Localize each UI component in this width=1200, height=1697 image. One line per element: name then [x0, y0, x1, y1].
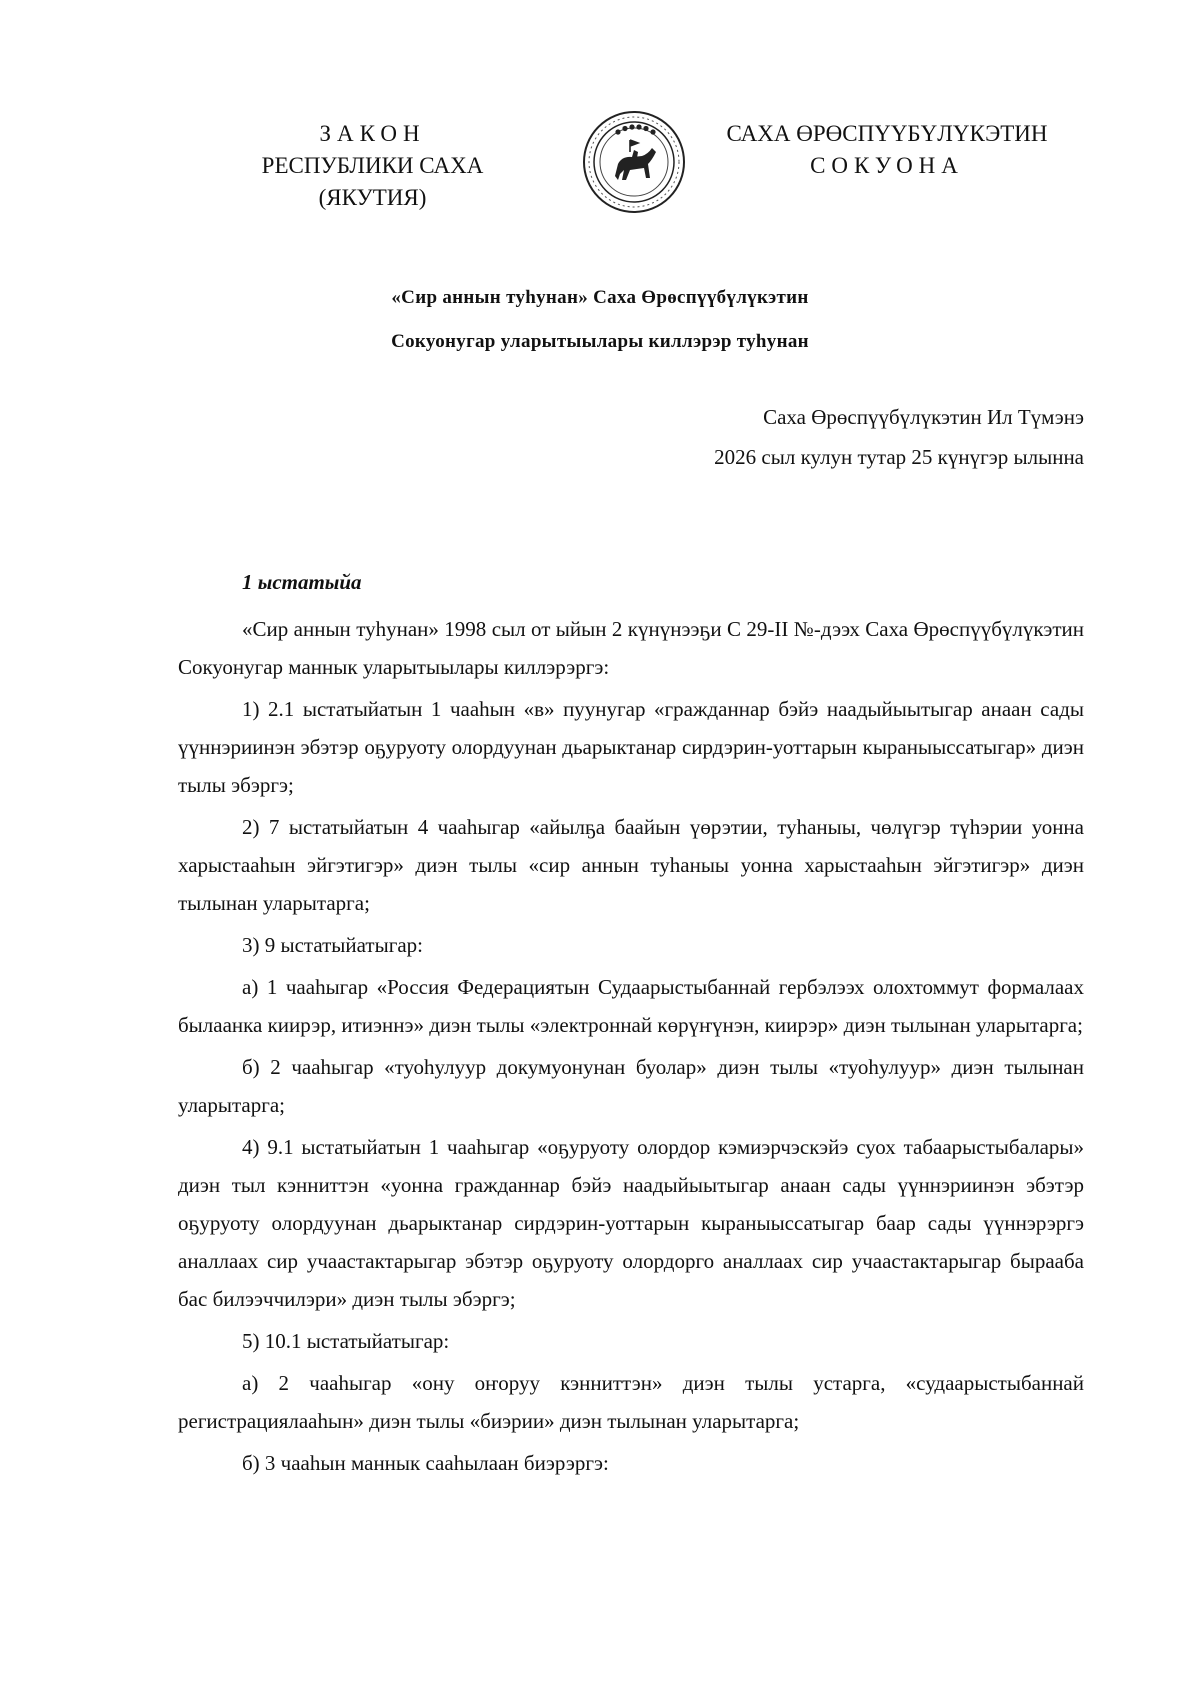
header-left-title: ЗАКОН: [319, 121, 426, 146]
header-left: [205, 118, 540, 214]
paragraph: «Сир аннын туһунан» 1998 сыл от ыйын 2 күнүнээҕи С 29-II №-дээх Саха Өрөспүүбүлүкэтин Сокуонугар маннык уларытыылары киллэрэргэ:: [178, 617, 1084, 679]
header-left-subtitle: РЕСПУБЛИКИ САХА (ЯКУТИЯ): [261, 153, 484, 210]
law-title-line-2: Сокуонугар уларытыылары киллэрэр туһунан: [391, 331, 809, 352]
paragraph: а) 2 чааһыгар «ону оҥоруу кэнниттэн» диэн тылы устарга, «судаарыстыбаннай регистрациялааһын» диэн тылы «биэрии» диэн тылынан уларытарга;: [178, 1371, 1084, 1433]
adoption-body: Саха Өрөспүүбүлүкэтин Ил Түмэнэ: [763, 405, 1084, 429]
adoption-date: 2026 сыл кулун тутар 25 күнүгэр ылынна: [714, 445, 1084, 469]
article-heading: 1 ыстатыйа: [242, 570, 362, 594]
header-right: [722, 118, 1052, 182]
law-title-line-1: «Сир аннын туһунан» Саха Өрөспүүбүлүкэтин: [391, 287, 809, 308]
header-right-title: САХА ӨРӨСПҮҮБҮЛҮКЭТИН: [726, 121, 1048, 146]
paragraph: 5) 10.1 ыстатыйатыгар:: [242, 1329, 450, 1353]
paragraph: 2) 7 ыстатыйатын 4 чааһыгар «айылҕа баайын үөрэтии, туһаныы, чөлүгэр түһэрии уонна харыстааһын эйгэтигэр» диэн тылы «сир аннын туһаныы уонна харыстааһын эйгэтигэр» диэн тылынан уларытарга;: [178, 815, 1084, 915]
header-right-subtitle: СОКУОНА: [810, 153, 964, 178]
paragraph: 4) 9.1 ыстатыйатын 1 чааһыгар «оҕуруоту олордор кэмиэрчэскэйэ суох табаарыстыбалары» диэн тыл кэнниттэн «уонна гражданнар бэйэ наадыйыытыгар анаан сады үүннэриинэн эбэтэр оҕуруоту олордуунан дьарыктанар сирдэрин-уоттарын кыраныыссатыгар баар сады үүннэрэргэ аналлаах сир учаастактарыгар эбэтэр оҕуруоту олордорго аналлаах сир учаастактарыгар бырааба бас билээччилэри» диэн тылы эбэргэ;: [178, 1135, 1084, 1311]
paragraph: а) 1 чааһыгар «Россия Федерациятын Судаарыстыбаннай гербэлээх олохтоммут формалаах былаанка киирэр, итиэннэ» диэн тылы «электроннай көрүҥүнэн, киирэр» диэн тылынан уларытарга;: [178, 975, 1084, 1037]
article-body: [178, 610, 1084, 1486]
paragraph: б) 3 чааһын маннык сааһылаан биэрэргэ:: [242, 1451, 609, 1475]
paragraph: 1) 2.1 ыстатыйатын 1 чааһын «в» пуунугар «гражданнар бэйэ наадыйыытыгар анаан сады үүннэриинэн эбэтэр оҕуруоту олордуунан дьарыктанар сирдэрин-уоттарын кыраныыссатыгар» диэн тылы эбэргэ;: [178, 697, 1084, 797]
paragraph: 3) 9 ыстатыйатыгар:: [242, 933, 423, 957]
paragraph: б) 2 чааһыгар «туоһулуур докумуонунан буолар» диэн тылы «туоһулуур» диэн тылынан уларытарга;: [178, 1055, 1084, 1117]
sakha-coat-of-arms-icon: [582, 110, 686, 214]
